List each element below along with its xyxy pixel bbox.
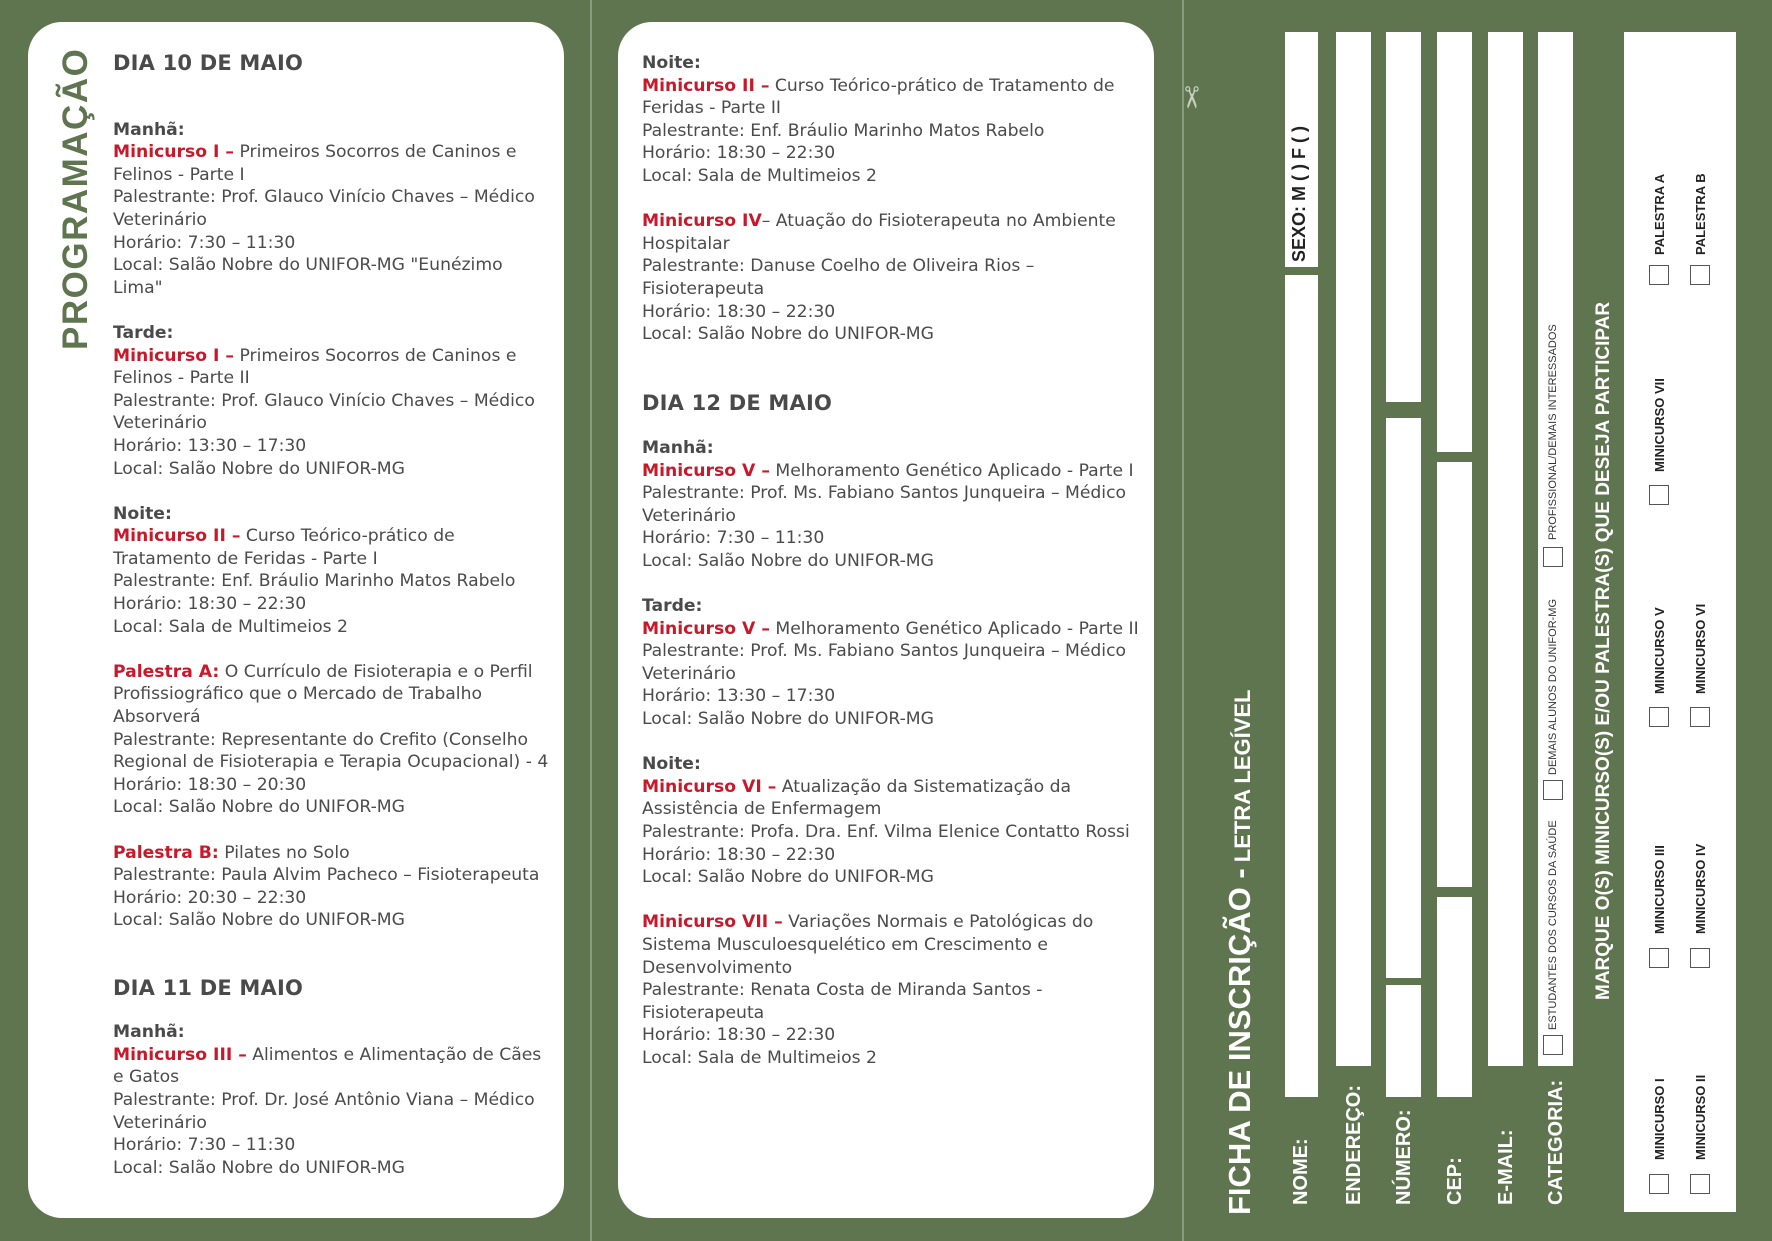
- palestra-b-checkbox[interactable]: [1690, 265, 1710, 285]
- session-title: Atualização da Sistematização da Assistência de Enfermagem: [642, 776, 1072, 820]
- session-speaker: Palestrante: Danuse Coelho de Oliveira Rios – Fisioterapeuta: [642, 256, 1035, 299]
- session-speaker: Palestrante: Prof. Ms. Fabiano Santos Junqueira – Médico Veterinário: [642, 483, 1127, 526]
- session-time: Horário: 18:30 – 22:30: [642, 844, 836, 865]
- session-speaker: Palestrante: Representante do Crefito (Conselho Regional de Fisioterapia e Terapia Ocupacional) - 4: [113, 729, 549, 773]
- cat2-label: DEMAIS ALUNOS DO UNIFOR-MG: [1547, 598, 1559, 775]
- session-speaker: Palestrante: Paula Alvim Pacheco – Fisioterapeuta: [113, 865, 540, 886]
- minicurso-v-checkbox[interactable]: [1649, 707, 1669, 727]
- session-name: Palestra A:: [113, 661, 220, 682]
- fold-line: [1182, 0, 1184, 1241]
- palestra-a-label: PALESTRA A: [1652, 173, 1667, 255]
- session-title: Pilates no Solo: [218, 842, 350, 863]
- session-speaker: Palestrante: Enf. Bráulio Marinho Matos Rabelo: [113, 571, 516, 592]
- session-place: Local: Salão Nobre do UNIFOR-MG: [642, 867, 934, 888]
- session-time: Horário: 13:30 – 17:30: [642, 686, 836, 707]
- session-title: Melhoramento Genético Aplicado - Parte I: [769, 460, 1134, 481]
- minicurso-vi-label: MINICURSO VI: [1693, 603, 1708, 694]
- session-place: Local: Sala de Multimeios 2: [642, 1047, 877, 1068]
- cat1-checkbox[interactable]: [1543, 1035, 1563, 1055]
- session-title: Primeiros Socorros de Caninos e Felinos - Parte II: [113, 345, 517, 389]
- cel-field[interactable]: [1437, 32, 1472, 452]
- session-title: Curso Teórico-prático de Tratamento de Feridas - Parte I: [113, 526, 455, 569]
- minicurso-v-label: MINICURSO V: [1652, 607, 1667, 694]
- session-place: Local: Salão Nobre do UNIFOR-MG "Eunézimo Lima": [113, 255, 503, 298]
- session-period: Noite:: [642, 53, 701, 73]
- form-title: [1222, 615, 1258, 1215]
- session-period: Manhã:: [642, 437, 714, 458]
- cat3-label: PROFISSIONAL/DEMAIS INTERESSADOS: [1547, 324, 1559, 540]
- program-title: PROGRAMAÇÃO: [56, 47, 95, 350]
- endereco-label: ENDEREÇO:: [1343, 1084, 1365, 1205]
- session-speaker: Palestrante: Renata Costa de Miranda Santos - Fisioterapeuta: [642, 980, 1043, 1023]
- cep-field[interactable]: [1437, 897, 1472, 1097]
- minicurso-iii-checkbox[interactable]: [1649, 948, 1669, 968]
- session-speaker: Palestrante: Prof. Ms. Fabiano Santos Junqueira – Médico Veterinário: [642, 641, 1127, 684]
- minicurso-i-checkbox[interactable]: [1649, 1174, 1669, 1194]
- sexo-label: SEXO: M ( ) F ( ): [1289, 126, 1309, 262]
- session-place: Local: Sala de Multimeios 2: [642, 165, 877, 186]
- day-heading: DIA 11 DE MAIO: [113, 975, 304, 1000]
- session-time: Horário: 7:30 – 11:30: [113, 232, 296, 253]
- day-heading: DIA 10 DE MAIO: [113, 51, 304, 75]
- session-name: Minicurso II –: [113, 526, 241, 547]
- session-title: Curso Teórico-prático de Tratamento de Feridas - Parte II: [642, 75, 1115, 119]
- session-period: Manhã:: [113, 119, 185, 140]
- session-entry: [113, 322, 553, 480]
- session-title: Variações Normais e Patológicas do Sistema Musculoesquelético em Crescimento e Desenvolvimento: [642, 912, 1094, 978]
- email-label: E-MAIL:: [1495, 1129, 1517, 1205]
- nome-label: NOME:: [1290, 1138, 1312, 1205]
- session-name: Minicurso III –: [113, 1044, 247, 1065]
- cep-label: CEP:: [1444, 1157, 1466, 1205]
- session-name: Minicurso V –: [642, 460, 770, 481]
- session-time: Horário: 18:30 – 20:30: [113, 774, 307, 795]
- form-title-main: FICHA DE INSCRIÇÃO -: [1222, 868, 1257, 1215]
- session-place: Local: Salão Nobre do UNIFOR-MG: [642, 550, 934, 571]
- email-field[interactable]: [1488, 32, 1523, 1066]
- form-title-sub: LETRA LEGÍVEL: [1230, 689, 1255, 863]
- session-name: Minicurso VI –: [642, 776, 777, 797]
- minicurso-ii-label: MINICURSO II: [1693, 1074, 1708, 1160]
- session-entry: [113, 842, 553, 932]
- session-entry: [642, 753, 1142, 889]
- session-time: Horário: 13:30 – 17:30: [113, 435, 307, 456]
- session-speaker: Palestrante: Enf. Bráulio Marinho Matos Rabelo: [642, 120, 1045, 141]
- session-place: Local: Sala de Multimeios 2: [113, 616, 348, 637]
- session-period: Noite:: [642, 754, 701, 775]
- cat1-label: ESTUDANTES DOS CURSOS DA SAÚDE: [1547, 820, 1559, 1030]
- session-speaker: Palestrante: Profa. Dra. Enf. Vilma Elenice Contatto Rossi: [642, 822, 1130, 842]
- session-entry: [642, 595, 1142, 731]
- program-column-2: [642, 52, 1142, 1092]
- cel-label: CEL.:: [1444, 394, 1466, 447]
- session-speaker: Palestrante: Prof. Dr. José Antônio Viana – Médico Veterinário: [113, 1089, 535, 1133]
- minicurso-vii-label: MINICURSO VII: [1652, 378, 1667, 472]
- minicurso-iv-checkbox[interactable]: [1690, 948, 1710, 968]
- tel-field[interactable]: [1437, 462, 1472, 887]
- options-area: [1624, 32, 1736, 1212]
- session-name: Minicurso VII –: [642, 912, 783, 933]
- categoria-label: CATEGORIA:: [1545, 1079, 1567, 1205]
- session-name: Palestra B:: [113, 842, 219, 863]
- session-name: Minicurso I –: [113, 345, 235, 366]
- session-place: Local: Salão Nobre do UNIFOR-MG: [113, 910, 405, 931]
- session-entry: [113, 661, 553, 819]
- session-time: Horário: 18:30 – 22:30: [113, 594, 307, 615]
- minicurso-iii-label: MINICURSO III: [1652, 845, 1667, 934]
- session-place: Local: Salão Nobre do UNIFOR-MG: [642, 324, 934, 345]
- session-entry: [642, 911, 1142, 1069]
- session-entry: [113, 1021, 553, 1179]
- cat3-checkbox[interactable]: [1543, 547, 1563, 567]
- bairro-label: BAIRRO:: [1393, 876, 1415, 962]
- session-time: Horário: 18:30 – 22:30: [642, 143, 836, 164]
- session-name: Minicurso I –: [113, 142, 235, 163]
- session-entry: [113, 119, 553, 300]
- session-place: Local: Salão Nobre do UNIFOR-MG: [113, 458, 405, 479]
- session-place: Local: Salão Nobre do UNIFOR-MG: [113, 797, 405, 818]
- endereco-field[interactable]: [1336, 32, 1371, 1066]
- minicurso-vi-checkbox[interactable]: [1690, 707, 1710, 727]
- cat2-checkbox[interactable]: [1543, 780, 1563, 800]
- day-heading: DIA 12 DE MAIO: [642, 391, 833, 416]
- session-period: Manhã:: [113, 1022, 185, 1043]
- fold-line: [590, 0, 592, 1241]
- nome-field[interactable]: [1285, 275, 1318, 1097]
- scissors-icon: ✂: [1174, 84, 1208, 111]
- marque-label: MARQUE O(S) MINICURSO(S) E/OU PALESTRA(S) QUE DESEJA PARTICIPAR: [1593, 301, 1614, 1000]
- session-time: Horário: 18:30 – 22:30: [642, 1025, 836, 1046]
- minicurso-ii-checkbox[interactable]: [1690, 1174, 1710, 1194]
- session-period: Noite:: [113, 503, 172, 524]
- session-period: Tarde:: [642, 596, 703, 617]
- session-name: Minicurso II –: [642, 75, 770, 96]
- minicurso-vii-checkbox[interactable]: [1649, 485, 1669, 505]
- session-place: Local: Salão Nobre do UNIFOR-MG: [113, 1157, 405, 1178]
- session-time: Horário: 7:30 – 11:30: [113, 1135, 296, 1156]
- session-title: Primeiros Socorros de Caninos e Felinos - Parte I: [113, 142, 517, 185]
- session-entry: [642, 210, 1142, 346]
- session-place: Local: Salão Nobre do UNIFOR-MG: [642, 709, 934, 730]
- session-title: O Currículo de Fisioterapia e o Perfil Profissiográfico que o Mercado de Trabalho Absorverá: [113, 661, 533, 728]
- session-entry: [642, 52, 1142, 188]
- session-time: Horário: 20:30 – 22:30: [113, 887, 307, 908]
- numero-label: NÚMERO:: [1393, 1109, 1415, 1205]
- session-name: Minicurso IV: [642, 211, 762, 232]
- session-period: Tarde:: [113, 322, 174, 343]
- palestra-a-checkbox[interactable]: [1649, 265, 1669, 285]
- numero-field[interactable]: [1386, 985, 1421, 1097]
- session-entry: [642, 437, 1142, 573]
- session-title: Melhoramento Genético Aplicado - Parte II: [769, 618, 1139, 639]
- session-name: Minicurso V –: [642, 618, 770, 639]
- tel-label: TEL.:: [1444, 830, 1466, 880]
- session-time: Horário: 18:30 – 22:30: [642, 301, 836, 322]
- session-entry: [113, 503, 553, 639]
- session-time: Horário: 7:30 – 11:30: [642, 528, 825, 549]
- session-speaker: Palestrante: Prof. Glauco Vinício Chaves – Médico Veterinário: [113, 390, 535, 434]
- session-title: Alimentos e Alimentação de Cães e Gatos: [113, 1044, 542, 1088]
- palestra-b-label: PALESTRA B: [1693, 173, 1708, 255]
- session-speaker: Palestrante: Prof. Glauco Vinício Chaves – Médico Veterinário: [113, 187, 535, 230]
- minicurso-iv-label: MINICURSO IV: [1693, 843, 1708, 934]
- complemento-label: COMPLEMENTO:: [1393, 235, 1415, 400]
- session-title: – Atuação do Fisioterapeuta no Ambiente Hospitalar: [642, 211, 1116, 254]
- program-column-1: [113, 52, 553, 1202]
- minicurso-i-label: MINICURSO I: [1652, 1078, 1667, 1160]
